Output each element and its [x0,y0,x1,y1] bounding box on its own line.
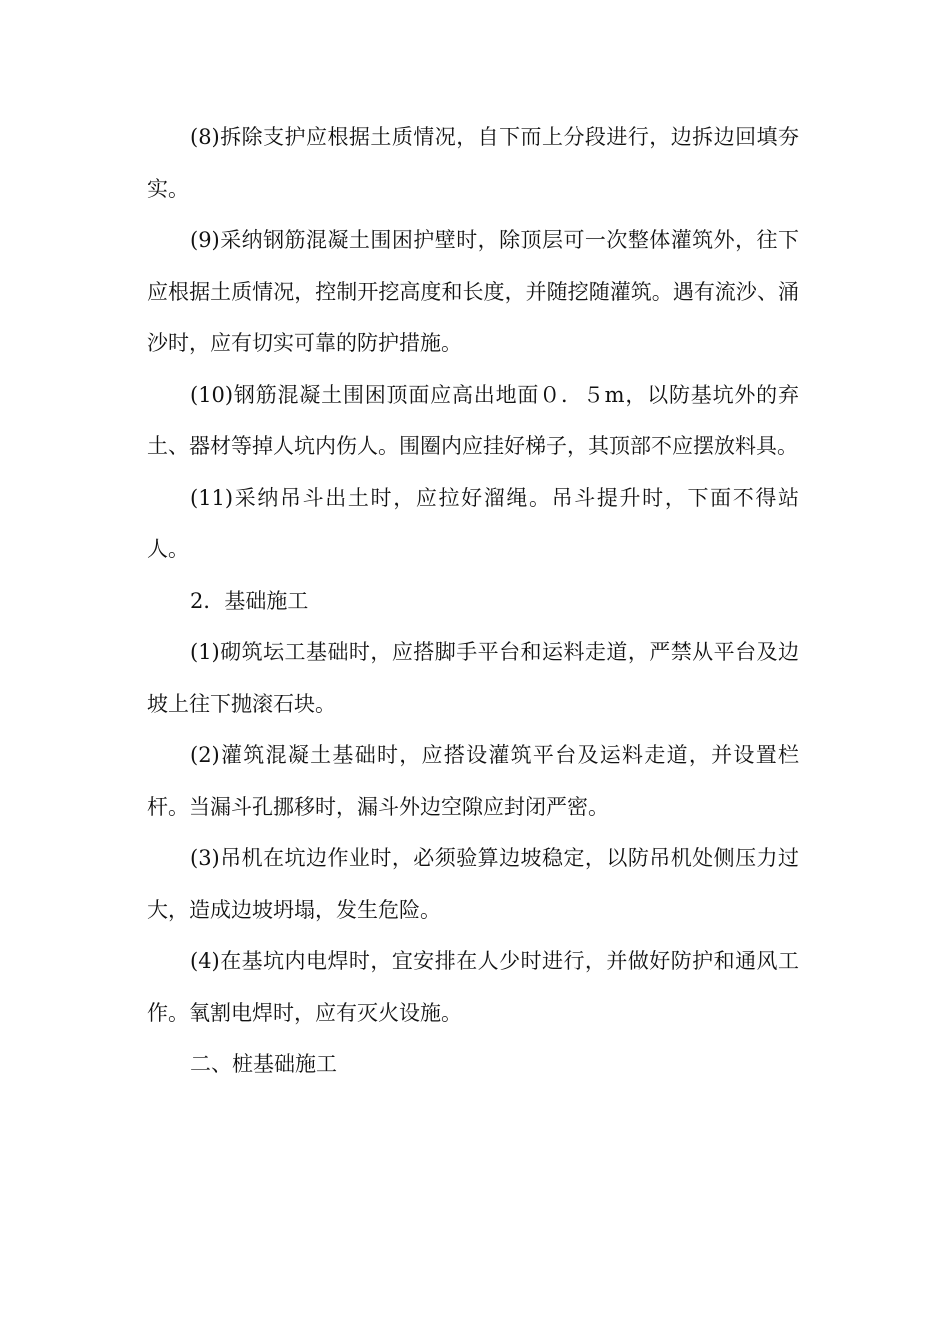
paragraph-item-11: (11)采纳吊斗出土时，应拉好溜绳。吊斗提升时，下面不得站人。 [147,485,799,561]
paragraph-item-1: (1)砌筑坛工基础时，应搭脚手平台和运料走道，严禁从平台及边坡上往下抛滚石块。 [147,640,799,716]
section-heading-pile-foundation: 二、桩基础施工 [190,1052,337,1076]
paragraph-item-10: (10)钢筋混凝土围困顶面应高出地面０．５m，以防基坑外的弃土、器材等掉人坑内伤人。围圈内应挂好梯子，其顶部不应摆放料具。 [147,382,799,458]
section-heading-foundation-construction: 2．基础施工 [190,588,309,613]
document-body [147,112,799,1091]
paragraph-item-3: (3)吊机在坑边作业时，必须验算边坡稳定，以防吊机处侧压力过大，造成边坡坍塌，发生危险。 [147,846,799,922]
paragraph-item-4: (4)在基坑内电焊时，宜安排在人少时进行，并做好防护和通风工作。氧割电焊时，应有灭火设施。 [147,949,799,1025]
paragraph-item-8: (8)拆除支护应根据土质情况，自下而上分段进行，边拆边回填夯实。 [147,125,799,201]
paragraph-item-9: (9)采纳钢筋混凝土围困护壁时，除顶层可一次整体灌筑外，往下应根据土质情况，控制开挖高度和长度，并随挖随灌筑。遇有流沙、涌沙时，应有切实可靠的防护措施。 [147,228,799,355]
paragraph-item-2: (2)灌筑混凝土基础时，应搭设灌筑平台及运料走道，并设置栏杆。当漏斗孔挪移时，漏斗外边空隙应封闭严密。 [147,743,799,819]
